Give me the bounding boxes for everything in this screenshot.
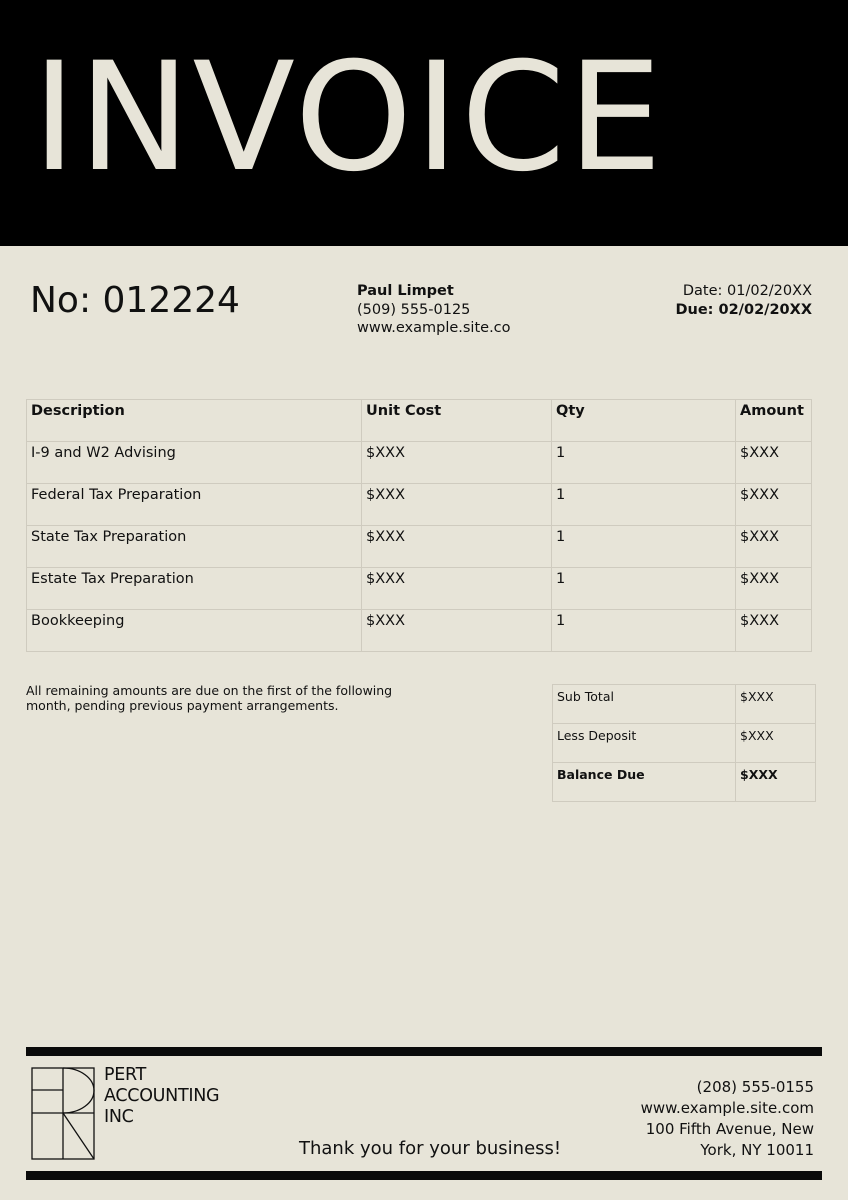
invoice-number: No: 012224 — [30, 280, 240, 321]
invoice-dates — [675, 282, 812, 319]
company-name-line: INC — [104, 1107, 134, 1127]
table-header-row — [27, 400, 812, 442]
line-items-table — [26, 399, 812, 652]
item-amount: $XXX — [736, 442, 812, 484]
item-amount: $XXX — [736, 484, 812, 526]
column-header: Description — [27, 400, 362, 442]
client-name: Paul Limpet — [357, 283, 454, 299]
column-header: Unit Cost — [362, 400, 552, 442]
item-unit-cost: $XXX — [362, 484, 552, 526]
company-contact — [641, 1077, 814, 1161]
company-address-line: York, NY 10011 — [700, 1141, 814, 1159]
balance-due-row — [553, 763, 816, 802]
item-qty: 1 — [552, 610, 736, 652]
client-phone: (509) 555-0125 — [357, 301, 471, 318]
item-amount: $XXX — [736, 568, 812, 610]
table-row — [27, 484, 812, 526]
item-qty: 1 — [552, 484, 736, 526]
footer-bottom-divider — [26, 1171, 822, 1180]
invoice-date: Date: 01/02/20XX — [682, 283, 812, 299]
item-description: State Tax Preparation — [27, 526, 362, 568]
totals-label: Balance Due — [553, 763, 736, 802]
company-address-line: 100 Fifth Avenue, New — [645, 1120, 814, 1138]
subtotal-row — [553, 685, 816, 724]
client-website: www.example.site.co — [357, 320, 511, 336]
item-unit-cost: $XXX — [362, 526, 552, 568]
table-row — [27, 526, 812, 568]
totals-label: Sub Total — [553, 685, 736, 724]
due-date: Due: 02/02/20XX — [675, 301, 812, 318]
thank-you-message: Thank you for your business! — [299, 1138, 562, 1159]
item-qty: 1 — [552, 526, 736, 568]
header-banner — [0, 0, 848, 246]
item-description: Bookkeeping — [27, 610, 362, 652]
totals-table — [552, 684, 816, 802]
table-row — [27, 442, 812, 484]
column-header: Qty — [552, 400, 736, 442]
totals-value: $XXX — [736, 685, 816, 724]
table-row — [27, 610, 812, 652]
totals-value: $XXX — [736, 724, 816, 763]
item-description: Estate Tax Preparation — [27, 568, 362, 610]
item-amount: $XXX — [736, 526, 812, 568]
invoice-title: INVOICE — [32, 31, 665, 205]
totals-label: Less Deposit — [553, 724, 736, 763]
item-qty: 1 — [552, 568, 736, 610]
table-row — [27, 568, 812, 610]
item-description: I-9 and W2 Advising — [27, 442, 362, 484]
item-unit-cost: $XXX — [362, 442, 552, 484]
column-header: Amount — [736, 400, 812, 442]
company-name-line: ACCOUNTING — [104, 1086, 220, 1106]
item-qty: 1 — [552, 442, 736, 484]
company-website: www.example.site.com — [640, 1099, 814, 1117]
payment-note: All remaining amounts are due on the first of the following month, pending previous payment arrangements. — [26, 683, 393, 713]
item-unit-cost: $XXX — [362, 610, 552, 652]
item-description: Federal Tax Preparation — [27, 484, 362, 526]
company-name-line: PERT — [104, 1065, 146, 1085]
item-unit-cost: $XXX — [362, 568, 552, 610]
item-amount: $XXX — [736, 610, 812, 652]
company-phone: (208) 555-0155 — [696, 1078, 814, 1096]
client-info — [357, 282, 511, 338]
company-name — [104, 1065, 219, 1128]
monogram-logo-icon — [31, 1067, 95, 1160]
deposit-row — [553, 724, 816, 763]
footer-top-divider — [26, 1047, 822, 1056]
totals-value: $XXX — [736, 763, 816, 802]
